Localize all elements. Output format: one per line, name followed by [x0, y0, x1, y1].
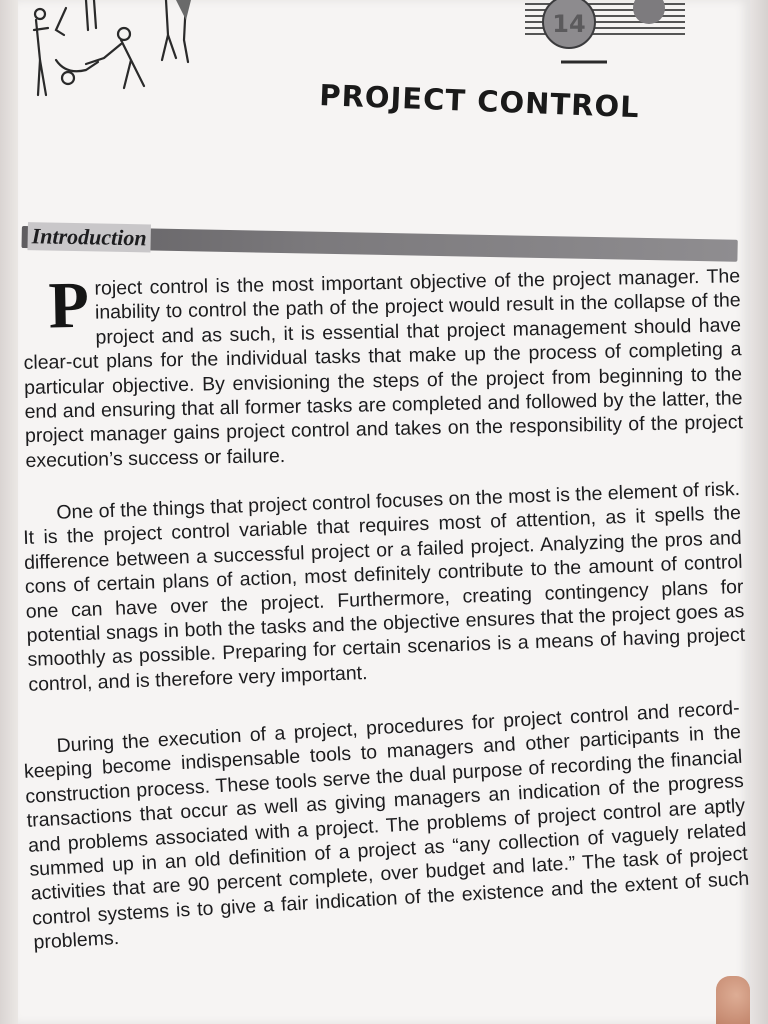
- paragraph-1: [22, 264, 744, 473]
- chapter-title: PROJECT CONTROL: [318, 78, 641, 125]
- section-heading: Introduction: [27, 222, 150, 252]
- page-edge: [750, 0, 768, 1024]
- paragraph-1-text: roject control is the most important objective of the project manager. The inability to control the path of the project would result in the collapse of the project and as such, it is essential that project management should have clear-cut plans for the individual tasks that make up the process of completing a particular objective. By envisioning the steps of the project from beginning to the end and ensuring that all former tasks are completed and followed by the latter, the project manager gains project control and takes on the responsibility of the project execution’s success or failure.: [23, 265, 744, 472]
- paragraph-3-text: During the execution of a project, procedures for project control and record-keeping become indispensable tools to managers and other participants in the construction process. These tools serve the dual purpose of recording the financial transactions that occur as well as giving managers an indication of the progress and problems associated with a project. The problems of project control are aptly summed up in an old definition of a project as “any collection of vaguely related activities that are 90 percent complete, over budget and late.” The task of project control systems is to give a fair indication of the existence and the extent of such problems.: [23, 696, 750, 954]
- paragraph-2: [22, 477, 746, 697]
- paragraph-3: [22, 696, 751, 955]
- paragraph-2-text: One of the things that project control focuses on the most is the element of risk. It is the project control variable that requires most of attention, as it spells the difference between a successful project or a failed project. Analyzing the pros and cons of certain plans of action, most definitely contribute to the amount of control one can have over the project. Furthermore, creating contingency plans for potential snags in both the tasks and the objective ensures that the project goes as smoothly as possible. Preparing for certain scenarios is a means of having project control, and is therefore very important.: [22, 477, 746, 696]
- chapter-number: 14: [552, 10, 586, 38]
- drop-cap: P: [47, 268, 90, 343]
- chapter-number-graphic: [515, 0, 695, 66]
- construction-workers-illustration: [26, 0, 206, 100]
- finger-holding-page: [716, 976, 750, 1024]
